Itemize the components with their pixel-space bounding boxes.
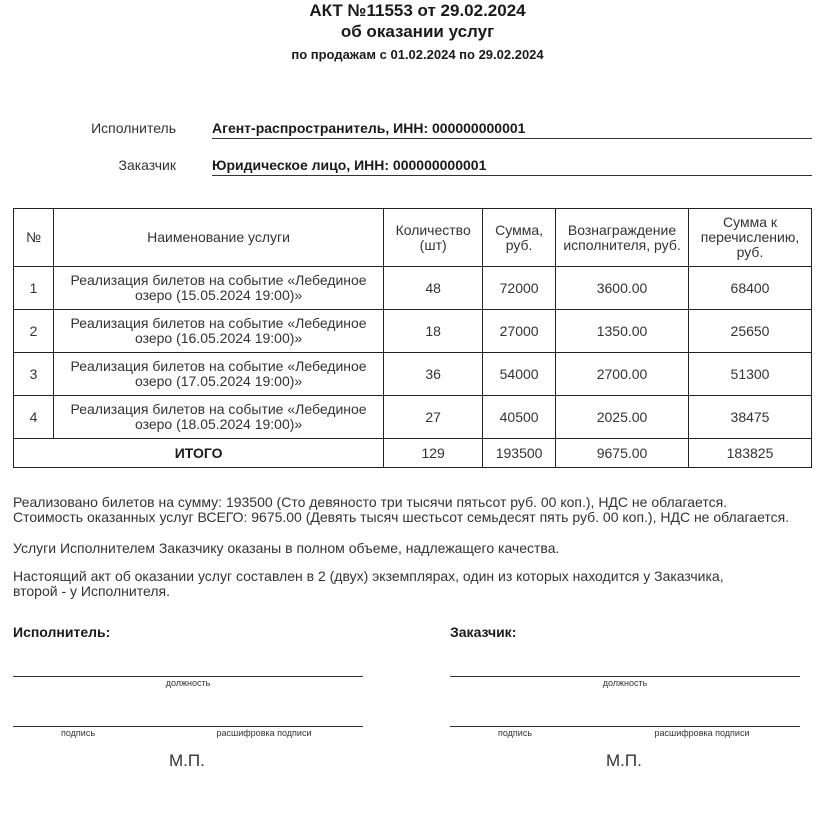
header-number: № bbox=[14, 209, 54, 267]
customer-decoding-caption: расшифровка подписи bbox=[654, 728, 750, 738]
table-row bbox=[14, 396, 812, 439]
copies-text-line1: Настоящий акт об оказании услуг составлен в 2 (двух) экземплярах, один из которых находится у Заказчика, bbox=[13, 568, 724, 584]
executor-signature-caption: подпись bbox=[60, 728, 96, 738]
table-row bbox=[14, 267, 812, 310]
cell-service-name: Реализация билетов на событие «Лебединое озеро (16.05.2024 19:00)» bbox=[53, 310, 383, 353]
total-transfer-sum: 183825 bbox=[689, 439, 812, 468]
services-table bbox=[13, 208, 812, 468]
customer-signature-caption: подпись bbox=[497, 728, 533, 738]
table-total-row bbox=[14, 439, 812, 468]
act-period: по продажам с 01.02.2024 по 29.02.2024 bbox=[291, 47, 544, 62]
executor-position-line bbox=[13, 676, 363, 677]
cell-number: 3 bbox=[14, 353, 54, 396]
act-title: АКТ №11553 от 29.02.2024 bbox=[309, 1, 526, 20]
total-quantity: 129 bbox=[384, 439, 483, 468]
cell-transfer-sum: 51300 bbox=[689, 353, 812, 396]
table-header-row bbox=[14, 209, 812, 267]
executor-stamp: М.П. bbox=[169, 751, 205, 770]
executor-signature-title: Исполнитель: bbox=[13, 624, 111, 640]
executor-value: Агент-распространитель, ИНН: 000000000001 bbox=[212, 120, 812, 139]
executor-position-caption: должность bbox=[165, 678, 211, 688]
cell-sum: 54000 bbox=[483, 353, 556, 396]
header-sum: Сумма, руб. bbox=[483, 209, 556, 267]
cell-number: 4 bbox=[14, 396, 54, 439]
cell-quantity: 27 bbox=[384, 396, 483, 439]
customer-label: Заказчик bbox=[118, 157, 176, 173]
cell-transfer-sum: 25650 bbox=[689, 310, 812, 353]
cell-reward: 3600.00 bbox=[556, 267, 689, 310]
table-row bbox=[14, 353, 812, 396]
cell-transfer-sum: 38475 bbox=[689, 396, 812, 439]
cell-transfer-sum: 68400 bbox=[689, 267, 812, 310]
cell-reward: 2025.00 bbox=[556, 396, 689, 439]
cell-sum: 27000 bbox=[483, 310, 556, 353]
cell-number: 2 bbox=[14, 310, 54, 353]
customer-signature-title: Заказчик: bbox=[450, 624, 517, 640]
customer-signature-line bbox=[450, 726, 800, 727]
executor-signature-line bbox=[13, 726, 363, 727]
executor-label: Исполнитель bbox=[91, 120, 176, 136]
cell-reward: 2700.00 bbox=[556, 353, 689, 396]
cell-quantity: 48 bbox=[384, 267, 483, 310]
cell-service-name: Реализация билетов на событие «Лебединое озеро (15.05.2024 19:00)» bbox=[53, 267, 383, 310]
customer-position-line bbox=[450, 676, 800, 677]
total-reward: 9675.00 bbox=[556, 439, 689, 468]
copies-text-line2: второй - у Исполнителя. bbox=[13, 583, 170, 599]
header-service-name: Наименование услуги bbox=[53, 209, 383, 267]
cell-service-name: Реализация билетов на событие «Лебединое озеро (17.05.2024 19:00)» bbox=[53, 353, 383, 396]
table-row bbox=[14, 310, 812, 353]
executor-decoding-caption: расшифровка подписи bbox=[216, 728, 312, 738]
customer-value: Юридическое лицо, ИНН: 000000000001 bbox=[212, 157, 812, 176]
cell-number: 1 bbox=[14, 267, 54, 310]
cell-quantity: 18 bbox=[384, 310, 483, 353]
cell-reward: 1350.00 bbox=[556, 310, 689, 353]
act-subtitle: об оказании услуг bbox=[340, 22, 495, 41]
total-label: ИТОГО bbox=[14, 439, 384, 468]
customer-stamp: М.П. bbox=[606, 751, 642, 770]
header-transfer-sum: Сумма к перечислению, руб. bbox=[689, 209, 812, 267]
cell-quantity: 36 bbox=[384, 353, 483, 396]
cell-sum: 72000 bbox=[483, 267, 556, 310]
sold-sum-text: Реализовано билетов на сумму: 193500 (Сто девяносто три тысячи пятьсот руб. 00 коп.), НДС не облагается. bbox=[13, 494, 728, 510]
header-reward: Вознаграждение исполнителя, руб. bbox=[556, 209, 689, 267]
cell-service-name: Реализация билетов на событие «Лебединое озеро (18.05.2024 19:00)» bbox=[53, 396, 383, 439]
quality-text: Услуги Исполнителем Заказчику оказаны в полном объеме, надлежащего качества. bbox=[13, 540, 560, 556]
services-cost-text: Стоимость оказанных услуг ВСЕГО: 9675.00 (Девять тысяч шестьсот семьдесят пять руб. 00 коп.), НДС не облагается. bbox=[13, 509, 790, 525]
cell-sum: 40500 bbox=[483, 396, 556, 439]
customer-position-caption: должность bbox=[602, 678, 648, 688]
header-quantity: Количество (шт) bbox=[384, 209, 483, 267]
total-sum: 193500 bbox=[483, 439, 556, 468]
